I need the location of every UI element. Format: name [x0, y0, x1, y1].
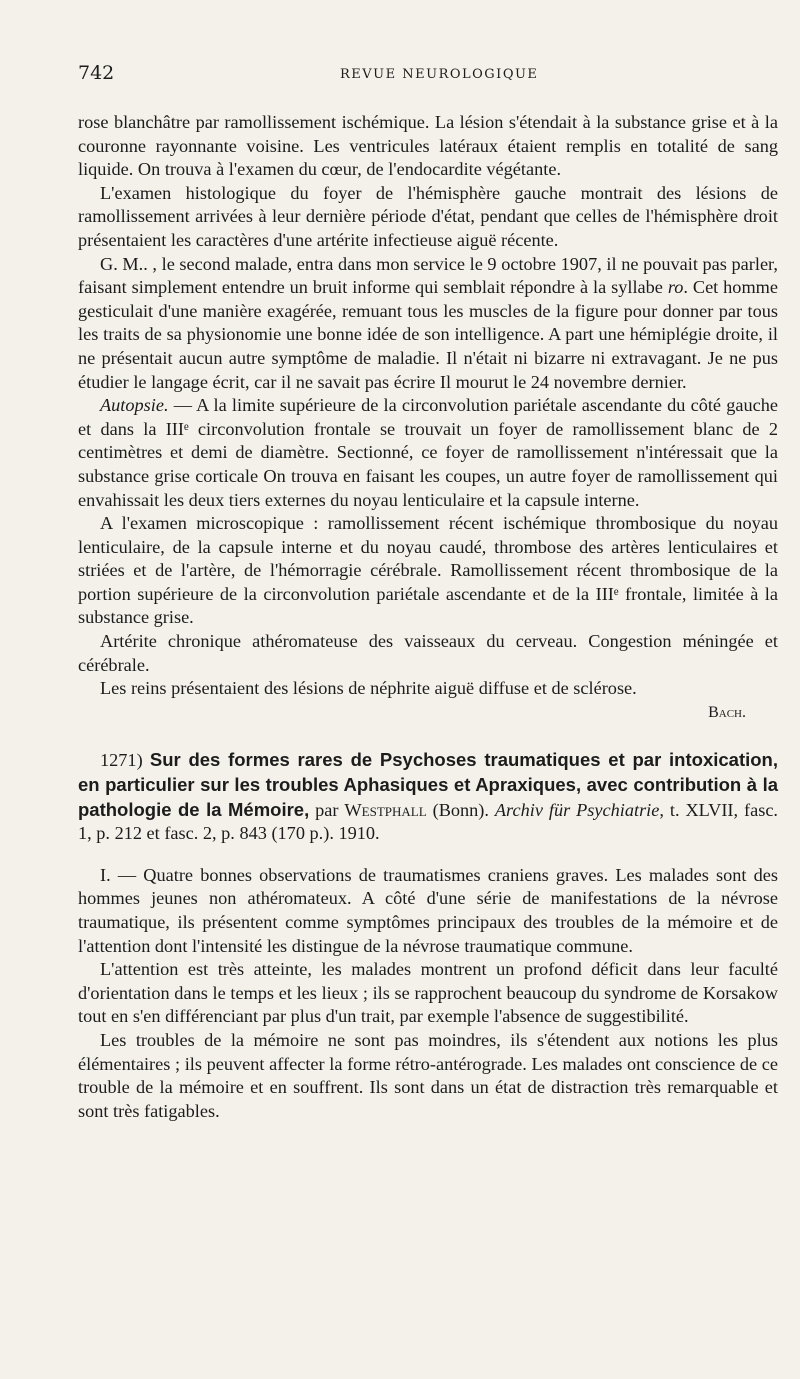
body-text — [78, 111, 778, 1123]
article-number: 1271) — [100, 750, 143, 771]
article-paragraph-1: I. — Quatre bonnes observations de traumatismes craniens graves. Les malades sont des hommes jeunes non athéromateux. A côté d'une série de manifestations de la névrose traumatique, ils présentent comme symptômes principaux des troubles de la mémoire et de l'attention dont l'intensité les distingue de la névrose traumatique commune. — [78, 864, 778, 956]
article-reference: t. XLVII, fasc. 1, p. 212 et fasc. 2, p. 843 (170 p.). 1910. — [78, 799, 778, 844]
case-paragraph-2: L'examen histologique du foyer de l'hémisphère gauche montrait des lésions de ramollissement arrivées à leur dernière période d'état, pendant que celles de l'hémisphère droit présentaient les caractères d'une artérite infectieuse aiguë récente. — [78, 182, 778, 250]
arteritis-paragraph: Artérite chronique athéromateuse des vaisseaux du cerveau. Congestion méningée et cérébrale. — [78, 631, 778, 675]
page-number: 742 — [78, 62, 115, 84]
page-header — [78, 62, 770, 92]
case-paragraph-3-start: G. M.. , le second malade, entra dans mon service le 9 octobre 1907, il ne pouvait pas parler, faisant simplement entendre un bruit informe qui semblait répondre à la syllabe — [78, 253, 778, 298]
signature: Bach. — [708, 703, 746, 721]
case-paragraph-3-end: . Cet homme gesticulait d'une manière exagérée, remuant tous les muscles de la figure pour donner par tous les traits de sa physionomie une bonne idée de son intelligence. A part une hémiplégie droite, il ne présentait aucun autre symptôme de maladie. Il n'était ni bizarre ni extravagant. Je ne pus étudier le langage écrit, car il ne savait pas écrire Il mourut le 24 novembre dernier. — [78, 277, 779, 392]
case-paragraph-3 — [78, 253, 778, 395]
autopsy-paragraph — [78, 394, 778, 512]
running-title: REVUE NEUROLOGIQUE — [340, 67, 539, 82]
article-author: Westphall — [344, 799, 427, 820]
article-location: (Bonn). — [426, 799, 495, 820]
article-1271 — [78, 748, 778, 1123]
article-by: par — [309, 799, 345, 820]
autopsy-label: Autopsie. — [100, 395, 169, 416]
spacer — [78, 846, 778, 864]
article-heading — [78, 748, 778, 845]
case-paragraph-1: rose blanchâtre par ramollissement ischémique. La lésion s'étendait à la substance grise et à la couronne rayonnante voisine. Les ventricules latéraux étaient remplis en totalité de sang liquide. On trouva à l'examen du cœur, de l'endocardite végétante. — [78, 112, 778, 180]
article-paragraph-3: Les troubles de la mémoire ne sont pas moindres, ils s'étendent aux notions les plus élémentaires ; ils peuvent affecter la forme rétro-antérograde. Les malades ont conscience de ce trouble de la mémoire et en souffrent. Ils sont dans un état de distraction très remarquable et sont très fatigables. — [78, 1029, 778, 1121]
article-title: Sur des formes rares de Psychoses traumatiques et par intoxication, en particulier sur les troubles Aphasiques et Apraxiques, avec contribution à la pathologie de la Mémoire, — [78, 749, 778, 820]
syllable-ro: ro — [667, 277, 684, 298]
article-paragraph-2: L'attention est très atteinte, les malades montrent un profond déficit dans leur faculté d'orientation dans le temps et les lieux ; ils se rapprochent beaucoup du syndrome de Korsakow tout en s'en différenciant par plus d'un trait, par exemple l'absence de suggestibilité. — [78, 959, 778, 1027]
kidney-paragraph: Les reins présentaient des lésions de néphrite aiguë diffuse et de sclérose. — [100, 678, 637, 699]
microscopy-paragraph: A l'examen microscopique : ramollissement récent ischémique thrombosique du noyau lenticulaire, de la capsule interne et du noyau caudé, thrombose des artères lenticulaires et striées et de l'artère, de l'hémorragie cérébrale. Ramollissement récent thrombosique de la portion supérieure de la circonvolution pariétale ascendante et de la IIIᵉ frontale, limitée à la substance grise. — [78, 513, 778, 628]
article-journal: Archiv für Psychiatrie, — [494, 799, 664, 820]
autopsy-text: — A la limite supérieure de la circonvolution pariétale ascendante du côté gauche et dans la IIIᵉ circonvolution frontale se trouvait un foyer de ramollissement blanc de 2 centimètres et demi de diamètre. Sectionné, ce foyer de ramollissement n'intéressait que la substance grise corticale On trouva en faisant les coupes, un autre foyer de ramollissement qui envahissait les deux tiers externes du noyau lenticulaire et la capsule interne. — [78, 395, 778, 510]
